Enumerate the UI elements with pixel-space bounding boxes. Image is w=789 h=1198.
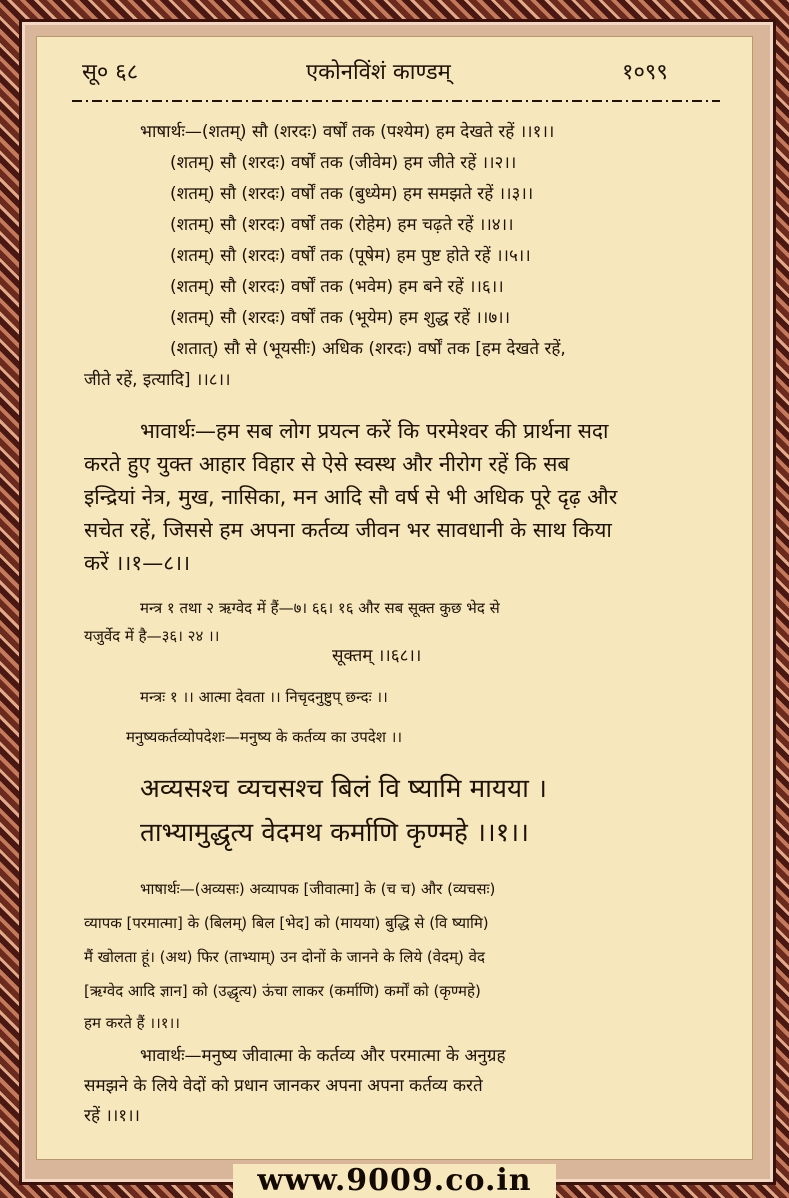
page-number: १०९९ [622, 60, 668, 85]
text-line: करें ।।१—८।। [84, 551, 191, 575]
text-line: भावार्थः—हम सब लोग प्रयत्न करें कि परमेश्वर की प्रार्थना सदा [140, 419, 609, 443]
mantra-line: ताभ्यामुद्धृत्य वेदमथ कर्माणि कृण्महे ।।१।। [140, 818, 529, 848]
text-line: (शतम्) सौ (शरदः) वर्षों तक (जीवेम) हम जीते रहें ।।२।। [170, 153, 517, 173]
text-line: यजुर्वेद में है—३६। २४ ।। [84, 627, 220, 645]
text-line: (शतात्) सौ से (भूयसीः) अधिक (शरदः) वर्षों तक [हम देखते रहें, [170, 339, 566, 359]
website-watermark [0, 1164, 789, 1198]
text-line: भावार्थः—मनुष्य जीवात्मा के कर्तव्य और परमात्मा के अनुग्रह [140, 1046, 506, 1066]
text-line: (शतम्) सौ (शरदः) वर्षों तक (भूयेम) हम शुद्ध रहें ।।७।। [170, 308, 511, 328]
sukta-heading: सूक्तम् ।।६८।। [332, 646, 422, 666]
kanda-title: एकोनविंशं काण्डम् [306, 60, 451, 85]
book-page [36, 36, 753, 1160]
text-line: (शतम्) सौ (शरदः) वर्षों तक (भवेम) हम बने रहें ।।६।। [170, 277, 504, 297]
text-line: इन्द्रियां नेत्र, मुख, नासिका, मन आदि सौ वर्ष से भी अधिक पूरे दृढ़ और [84, 485, 618, 509]
mantra-line: अव्यसश्च व्यचसश्च बिलं वि ष्यामि मायया । [140, 774, 547, 804]
sukta-number: सू० ६८ [82, 60, 139, 85]
text-line: भाषार्थः—(शतम्) सौ (शरदः) वर्षों तक (पश्येम) हम देखते रहें ।।१।। [140, 122, 555, 142]
text-line: भाषार्थः—(अव्यसः) अव्यापक [जीवात्मा] के (च च) और (व्यचसः) [140, 880, 496, 898]
text-line: (शतम्) सौ (शरदः) वर्षों तक (पूषेम) हम पुष्ट होते रहें ।।५।। [170, 246, 531, 266]
text-line: सचेत रहें, जिससे हम अपना कर्तव्य जीवन भर सावधानी के साथ किया [84, 518, 612, 542]
running-header [36, 56, 753, 90]
watermark-text: www.9009.co.in [233, 1164, 555, 1198]
sukta-meta: मन्त्रः १ ।। आत्मा देवता ।। निचृदनुष्टुप् छन्दः ।। [140, 688, 388, 706]
upadesh-line: मनुष्यकर्तव्योपदेशः—मनुष्य के कर्तव्य का उपदेश ।। [126, 728, 403, 746]
text-line: हम करते हैं ।।१।। [84, 1014, 180, 1032]
text-line: करते हुए युक्त आहार विहार से ऐसे स्वस्थ और नीरोग रहें कि सब [84, 452, 570, 476]
text-line: समझने के लिये वेदों को प्रधान जानकर अपना अपना कर्तव्य करते [84, 1076, 483, 1096]
text-line: [ऋग्वेद आदि ज्ञान] को (उद्धृत्य) ऊंचा लाकर (कर्माणि) कर्मों को (कृण्महे) [84, 982, 481, 1000]
text-line: व्यापक [परमात्मा] के (बिलम्) बिल [भेद] को (मायया) बुद्धि से (वि ष्यामि) [84, 914, 489, 932]
text-line: मैं खोलता हूं। (अथ) फिर (ताभ्याम्) उन दोनों के जानने के लिये (वेदम्) वेद [84, 948, 485, 966]
text-line: (शतम्) सौ (शरदः) वर्षों तक (बुध्येम) हम समझते रहें ।।३।। [170, 184, 534, 204]
text-line: जीते रहें, इत्यादि] ।।८।। [84, 370, 231, 390]
text-line: रहें ।।१।। [84, 1106, 140, 1126]
text-line: (शतम्) सौ (शरदः) वर्षों तक (रोहेम) हम चढ़ते रहें ।।४।। [170, 215, 514, 235]
text-line: मन्त्र १ तथा २ ऋग्वेद में हैं—७। ६६। १६ और सब सूक्त कुछ भेद से [140, 599, 500, 617]
ornamental-rule [72, 96, 720, 106]
